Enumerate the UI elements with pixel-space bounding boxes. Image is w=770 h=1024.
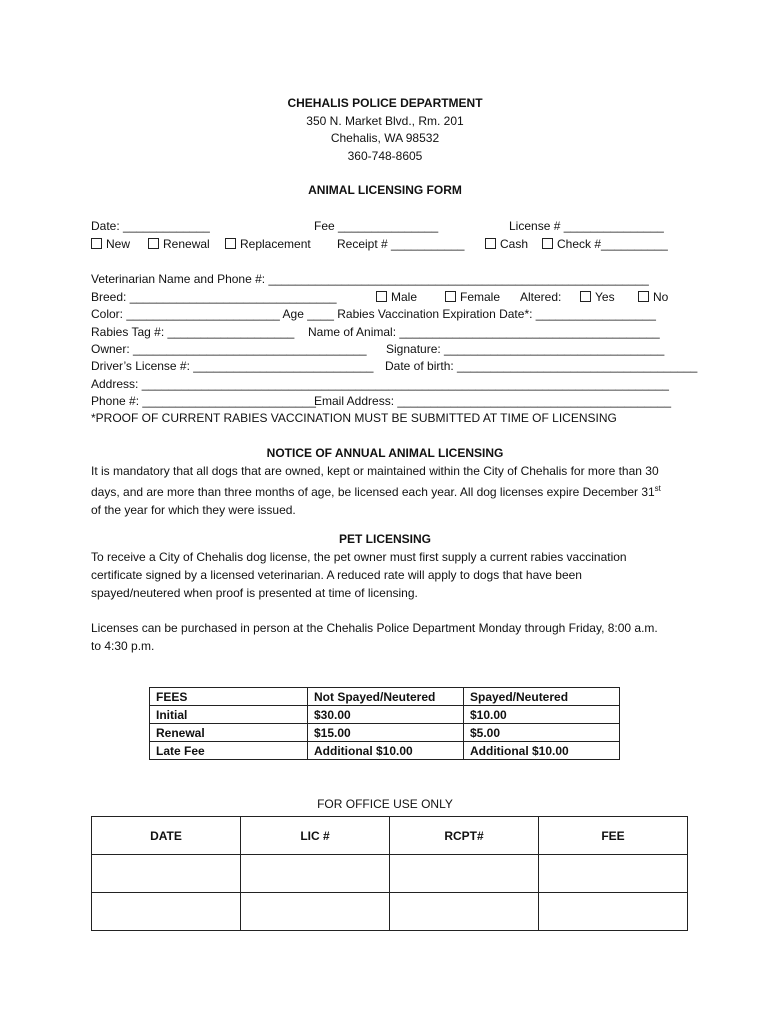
table-cell[interactable] [241,855,390,893]
table-cell: Additional $10.00 [464,742,620,760]
dob-field[interactable]: Date of birth: ____________________________________ [385,359,698,373]
proof-notice: *PROOF OF CURRENT RABIES VACCINATION MUST BE SUBMITTED AT TIME OF LICENSING [91,411,617,425]
pet-licensing-body: To receive a City of Chehalis dog license, the pet owner must first supply a current rabies vaccination certificate signed by a licensed veterinarian. A reduced rate will apply to dogs that have been spayed/neutered when proof is presented at time of licensing. [91,550,627,600]
department-phone: 360-748-8605 [347,149,423,163]
owner-field[interactable]: Owner: ___________________________________ [91,342,367,356]
date-field[interactable]: Date: _____________ [91,219,210,233]
notice-body: It is mandatory that all dogs that are owned, kept or maintained within the City of Chehalis for more than 30 days, and are more than three months of age, be licensed each year. All dog licenses expire December 31st of the year for which they were issued. [91,464,661,517]
notice-title: NOTICE OF ANNUAL ANIMAL LICENSING [266,446,504,460]
animal-name-field[interactable]: Name of Animal: _______________________________________ [308,325,660,339]
table-row [150,706,620,724]
checkbox-icon [485,238,496,249]
male-checkbox[interactable]: Male [376,289,417,306]
checkbox-icon [580,291,591,302]
checkbox-icon [445,291,456,302]
table-cell[interactable] [539,855,688,893]
drivers-license-field[interactable]: Driver’s License #: ___________________________ [91,359,374,373]
no-checkbox[interactable]: No [638,289,668,306]
checkbox-icon [148,238,159,249]
breed-field[interactable]: Breed: _______________________________ [91,290,337,304]
renewal-checkbox[interactable]: Renewal [148,236,210,253]
signature-field[interactable]: Signature: _________________________________ [386,342,665,356]
altered-label: Altered: [520,290,562,304]
table-row [150,742,620,760]
checkbox-icon [638,291,649,302]
table-cell: $10.00 [464,706,620,724]
table-cell: $15.00 [308,724,464,742]
address-line-1: 350 N. Market Blvd., Rm. 201 [306,114,464,128]
new-checkbox[interactable]: New [91,236,130,253]
office-use-table [91,816,688,931]
vet-field[interactable]: Veterinarian Name and Phone #: _________________________________________________________ [91,272,649,286]
checkbox-icon [542,238,553,249]
table-cell[interactable] [92,855,241,893]
table-header: LIC # [241,817,390,855]
female-checkbox[interactable]: Female [445,289,500,306]
department-name: CHEHALIS POLICE DEPARTMENT [287,96,483,110]
replacement-checkbox[interactable]: Replacement [225,236,311,253]
cash-checkbox[interactable]: Cash [485,236,528,253]
table-cell[interactable] [390,893,539,931]
table-row [92,893,688,931]
table-row [92,855,688,893]
yes-checkbox[interactable]: Yes [580,289,615,306]
table-header: RCPT# [390,817,539,855]
table-cell: Initial [150,706,308,724]
pet-licensing-title: PET LICENSING [338,532,431,546]
table-cell: $5.00 [464,724,620,742]
table-cell[interactable] [92,893,241,931]
color-age-rabies-field[interactable]: Color: _______________________ Age ____ Rabies Vaccination Expiration Date*: __________________ [91,307,656,321]
address-line-2: Chehalis, WA 98532 [330,131,440,145]
table-row [150,688,620,706]
checkbox-icon [225,238,236,249]
table-cell: $30.00 [308,706,464,724]
checkbox-icon [376,291,387,302]
table-cell[interactable] [539,893,688,931]
email-field[interactable]: Email Address: _________________________________________ [314,394,671,408]
table-header: FEES [150,688,308,706]
table-row [92,817,688,855]
fee-field[interactable]: Fee _______________ [314,219,439,233]
table-cell: Additional $10.00 [308,742,464,760]
office-use-title: FOR OFFICE USE ONLY [317,797,453,811]
table-cell: Renewal [150,724,308,742]
receipt-field[interactable]: Receipt # ___________ [337,237,465,251]
address-field[interactable]: Address: _______________________________________________________________________________ [91,377,669,391]
form-title: ANIMAL LICENSING FORM [308,183,462,197]
table-header: Not Spayed/Neutered [308,688,464,706]
table-header: DATE [92,817,241,855]
purchase-info: Licenses can be purchased in person at the Chehalis Police Department Monday through Friday, 8:00 a.m. to 4:30 p.m. [91,621,658,653]
phone-field[interactable]: Phone #: __________________________ [91,394,316,408]
table-header: Spayed/Neutered [464,688,620,706]
table-cell: Late Fee [150,742,308,760]
table-cell[interactable] [390,855,539,893]
fees-table [149,687,620,760]
table-cell[interactable] [241,893,390,931]
table-row [150,724,620,742]
check-checkbox[interactable]: Check #__________ [542,236,668,253]
license-field[interactable]: License # _______________ [509,219,664,233]
checkbox-icon [91,238,102,249]
rabies-tag-field[interactable]: Rabies Tag #: ___________________ [91,325,295,339]
table-header: FEE [539,817,688,855]
